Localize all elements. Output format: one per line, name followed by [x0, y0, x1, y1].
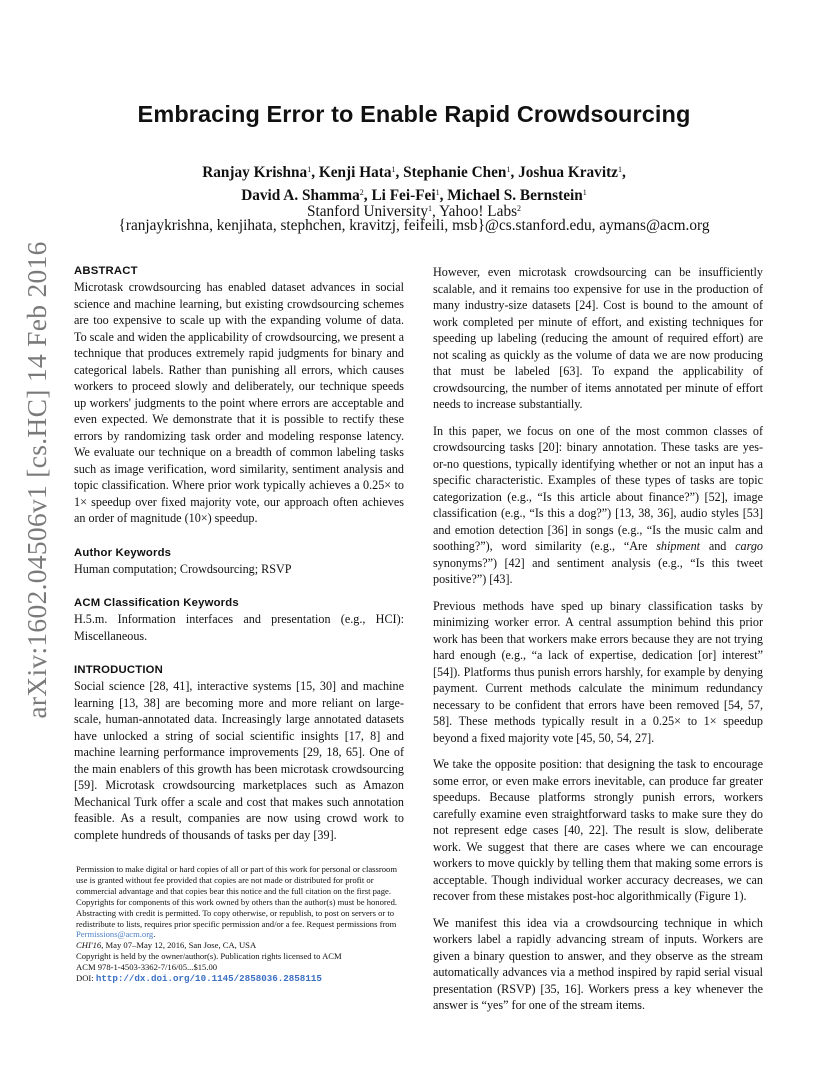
- paragraph: We take the opposite position: that designing the task to encourage some error, or even make errors inevitable, can produce far greater speedups. Because platforms strongly punish errors, workers carefully examine even straightforward tasks to make sure they do not represent edge cases [40, 22]. The result is slow, deliberate work. We suggest that there are cases where we can encourage workers to move quickly by telling them that making some errors is acceptable. Though individual worker accuracy decreases, we can recover from these mistakes post-hoc algorithmically (Figure 1).: [433, 757, 763, 903]
- permission-notice: Permission to make digital or hard copies of all or part of this work for personal or classroom use is granted without fee provided that copies are not made or distributed for profit or commercial advantage and that copies bear this notice and the full citation on the first page. Copyrights for components of this work owned by others than the author(s) must be honored. Abstracting with credit is permitted. To copy otherwise, or republish, to post on servers or to redistribute to lists, requires prior specific permission and/or a fee. Request permissions from: [76, 864, 398, 929]
- venue-details: , May 07–May 12, 2016, San Jose, CA, USA: [101, 940, 257, 951]
- author-name: Ranjay Krishna: [202, 164, 308, 181]
- author-name: Joshua Kravitz: [518, 164, 618, 181]
- acm-isbn: ACM 978-1-4503-3362-7/16/05...$15.00: [76, 962, 218, 973]
- doi-label: DOI:: [76, 973, 96, 984]
- keywords-heading: Author Keywords: [74, 546, 172, 559]
- author-name: Kenji Hata: [318, 164, 392, 181]
- affiliations: Stanford University$^1$, Yahoo! Labs$^2$: [306, 203, 522, 220]
- left-column: [74, 264, 404, 843]
- paragraph: Previous methods have sped up binary classification tasks by minimizing worker error. A central assumption behind this prior work has been that workers make errors because they are not trying hard enough (e.g., “a lack of expertise, dedication [or] interest” [54]). Platforms thus punish errors harshly, for example by denying payment. Current methods calculate the minimum redundancy necessary to be confident that errors have been removed [54, 57, 58]. These methods typically result in a 0.25× to 1× speedup beyond a fixed majority vote [45, 50, 54, 27].: [433, 598, 763, 745]
- arxiv-stamp: [12, 241, 62, 719]
- venue-name: CHI'16: [76, 940, 102, 951]
- keywords-text: Human computation; Crowdsourcing; RSVP: [74, 561, 292, 576]
- author-line-1: Ranjay Krishna$^1$, Kenji Hata$^1$, Stephanie Chen$^1$, Joshua Kravitz$^1$,: [202, 164, 626, 181]
- doi-link[interactable]: http://dx.doi.org/10.1145/2858036.2858115: [95, 973, 322, 985]
- paper-title: Embracing Error to Enable Rapid Crowdsourcing: [137, 101, 691, 127]
- paragraph: In this paper, we focus on one of the most common classes of crowdsourcing tasks [20]: binary annotation. These tasks are yes-or-no questions, typically identifying whether or not an input has a specific characteristic. Examples of these types of tasks are topic categorization (e.g., “Is this article about finance?”) [52], image classification (e.g., “Is this a dog?”) [13, 38, 36], audio styles [53] and emotion detection [36] in songs (e.g., “Is the music calm and soothing?”), word similarity (e.g., “Are shipment and cargo synonyms?”) [42] and sentiment analysis (e.g., “Is this tweet positive?”) [43].: [433, 423, 763, 586]
- acm-classification-text: H.5.m. Information interfaces and presentation (e.g., HCI): Miscellaneous.: [74, 612, 404, 643]
- paragraph: We manifest this idea via a crowdsourcing technique in which workers label a rapidly advancing stream of inputs. Workers are given a binary question to answer, and they observe as the stream automatically advances via a method inspired by rapid serial visual presentation (RSVP) [35, 16]. Workers press a key whenever the answer is “yes” for one of the stream items.: [433, 915, 763, 1012]
- author-name: David A. Shamma: [241, 186, 360, 204]
- author-emails: {ranjaykrishna, kenjihata, stephchen, kravitzj, feifeili, msb}@cs.stanford.edu, aymans@acm.org: [118, 217, 710, 234]
- abstract-text: Microtask crowdsourcing has enabled dataset advances in social science and machine learning, but existing crowdsourcing schemes are too expensive to scale up with the expanding volume of data. To scale and widen the applicability of crowdsourcing, we present a technique that produces extremely rapid judgments for binary and categorical labels. Rather than punishing all errors, which causes workers to proceed slowly and deliberately, our technique speeds up workers' judgments to the point where errors are acceptable and even expected. We demonstrate that it is possible to rectify these errors by randomizing task order and modeling response latency. We evaluate our technique on a breadth of common labeling tasks such as image verification, word similarity, sentiment analysis and topic classification. Where prior work typically achieves a 0.25× to 1× speedup over fixed majority vote, our approach often achieves an order of magnitude (10×) speedup.: [74, 280, 404, 525]
- author-name: Michael S. Bernstein: [447, 186, 583, 204]
- copyright-footnote: Permission to make digital or hard copies of all or part of this work for personal or classroom use is granted without fee provided that copies are not made or distributed for profit or commercial advantage and that copies bear this notice and the full citation on the first page. Copyrights for components of this work owned by others than the author(s) must be honored. Abstracting with credit is permitted. To copy otherwise, or republish, to post on servers or to redistribute to lists, requires prior specific permission and/or a fee. Request permissions from Permissions@acm.org. CHI'16, May 07–May 12, 2016, San Jose, CA, USA Copyright is held by the owner/author(s). Publication rights licensed to ACM ACM 978-1-4503-3362-7/16/05...$15.00 DOI: http://dx.doi.org/10.1145/2858036.2858115: [76, 864, 398, 985]
- author-line-2: David A. Shamma$^2$, Li Fei-Fei$^1$, Michael S. Bernstein$^1$: [241, 186, 587, 204]
- permissions-email-link[interactable]: Permissions@acm.org: [76, 929, 154, 940]
- paragraph: However, even microtask crowdsourcing can be insufficiently scalable, and it remains too expensive for use in the production of many industry-size datasets [24]. Cost is bound to the amount of work completed per minute of effort, and existing techniques for speeding up labeling (reducing the amount of required effort) are not scaling as quickly as the volume of data we are now producing that must be labeled [63]. To expand the applicability of crowdsourcing, the number of items annotated per minute of effort needs to increase substantially.: [433, 265, 763, 411]
- introduction-text: Social science [28, 41], interactive systems [15, 30] and machine learning [13, 38] are becoming more and more reliant on large-scale, human-annotated data. Increasingly large annotated datasets have unlocked a string of social scientific insights [17, 8] and machine learning performance improvements [29, 18, 65]. One of the main enablers of this growth has been microtask crowdsourcing [59]. Microtask crowdsourcing marketplaces such as Amazon Mechanical Turk offer a scale and cost that makes such annotation feasible. As a result, companies are now using crowd work to complete hundreds of thousands of tasks per day [39].: [74, 679, 404, 842]
- acm-classification-heading: ACM Classification Keywords: [74, 597, 239, 609]
- introduction-heading: INTRODUCTION: [74, 664, 164, 676]
- arxiv-identifier: arXiv:1602.04506v1 [cs.HC] 14 Feb 2016: [21, 241, 52, 719]
- abstract-heading: ABSTRACT: [74, 265, 138, 277]
- right-column: [433, 264, 763, 1014]
- copyright-line: Copyright is held by the owner/author(s). Publication rights licensed to ACM: [76, 951, 342, 962]
- author-name: Stephanie Chen: [403, 164, 507, 181]
- author-name: Li Fei-Fei: [371, 186, 436, 204]
